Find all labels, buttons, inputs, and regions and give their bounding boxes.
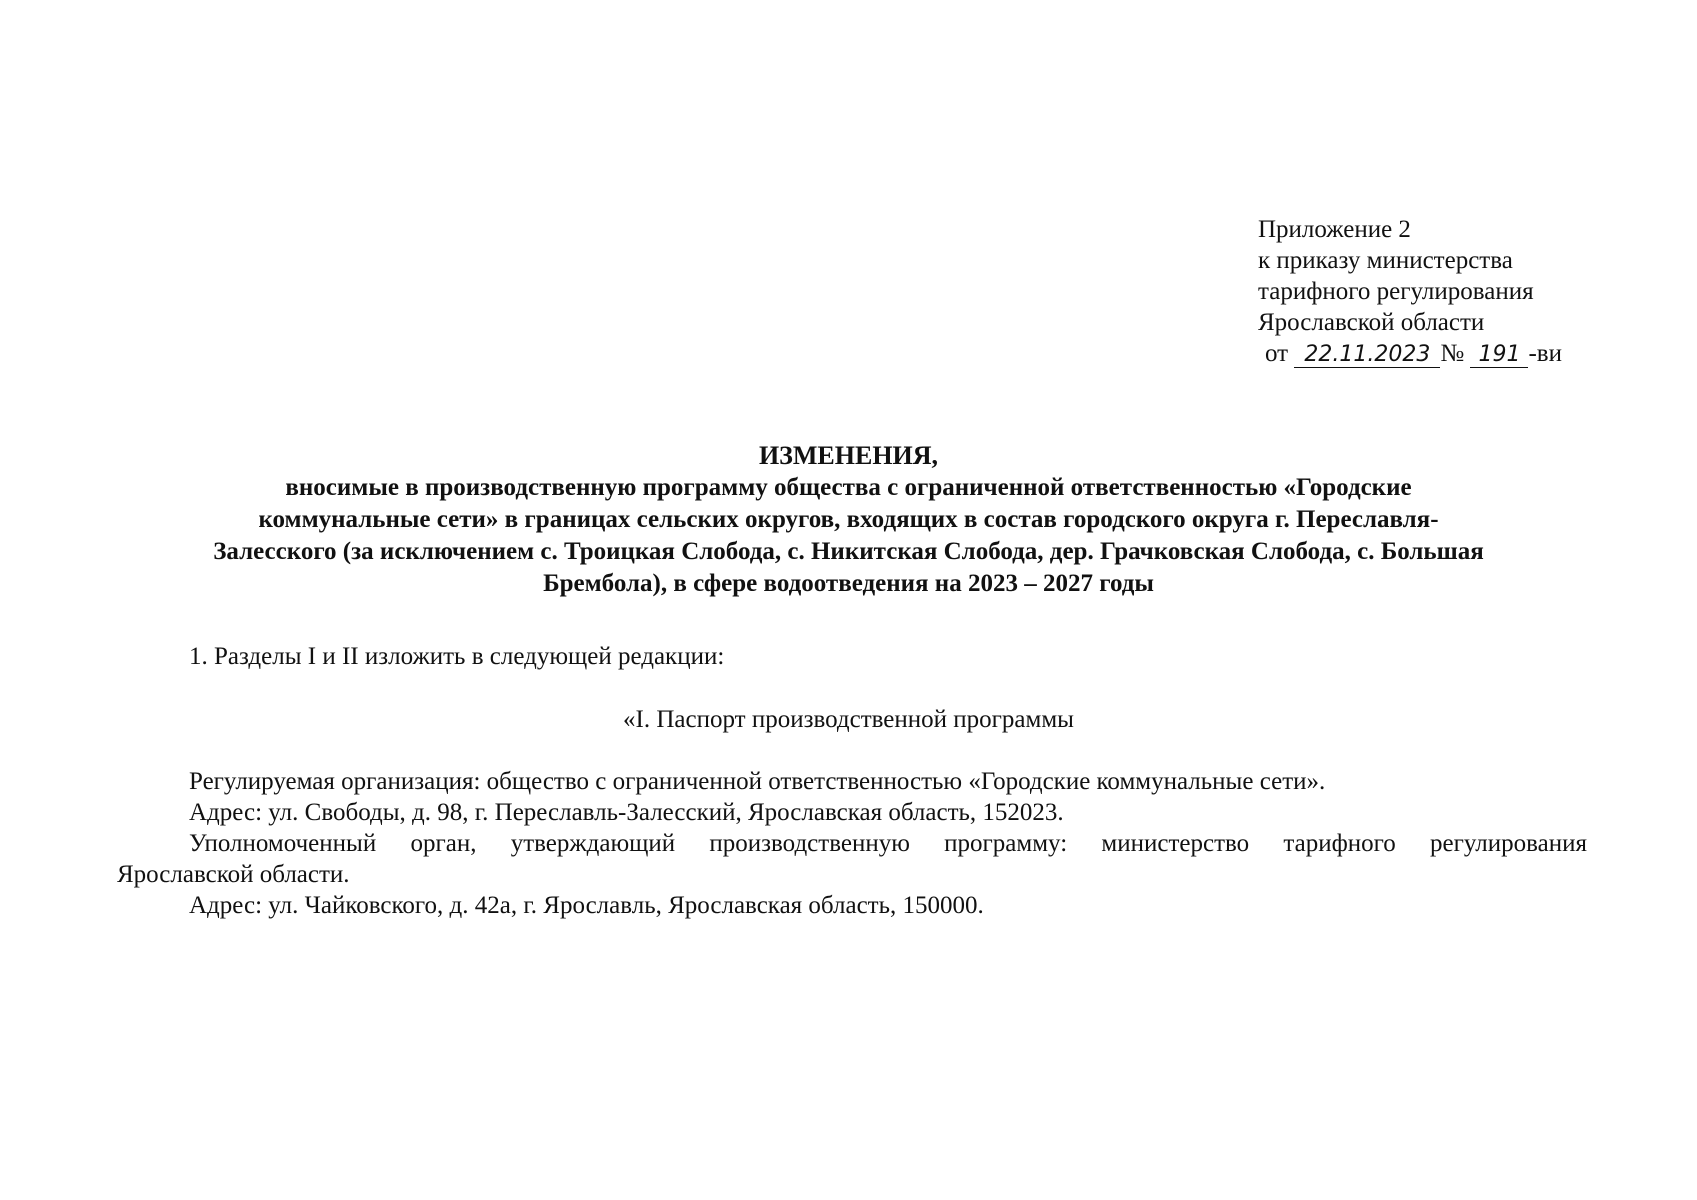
order-prefix: от bbox=[1265, 340, 1289, 367]
document-title bbox=[110, 440, 1587, 600]
order-suffix: -ви bbox=[1528, 340, 1562, 367]
authority-line-1: Уполномоченный орган, утверждающий производственную программу: министерство тарифного регулирования bbox=[189, 830, 1587, 857]
title-line-3: Залесского (за исключением с. Троицкая Слобода, с. Никитская Слобода, дер. Грачковская Слобода, с. Большая bbox=[213, 538, 1484, 565]
handwritten-date: 22.11.2023 bbox=[1294, 343, 1440, 368]
regulated-organization: Регулируемая организация: общество с ограниченной ответственностью «Городские коммунальные сети». bbox=[189, 768, 1326, 795]
item-1-text: 1. Разделы I и II изложить в следующей редакции: bbox=[189, 643, 725, 670]
authority-line-2: Ярославской области. bbox=[117, 861, 350, 888]
section-heading: «I. Паспорт производственной программы bbox=[623, 706, 1074, 733]
number-sign: № bbox=[1440, 340, 1465, 367]
appendix-line-4: Ярославской области bbox=[1258, 309, 1485, 336]
appendix-line-3: тарифного регулирования bbox=[1258, 278, 1534, 305]
passport-block bbox=[117, 766, 1587, 921]
appendix-line-2: к приказу министерства bbox=[1258, 247, 1513, 274]
order-date-number-line bbox=[1258, 338, 1562, 369]
appendix-line-1: Приложение 2 bbox=[1258, 216, 1411, 243]
title-heading: ИЗМЕНЕНИЯ, bbox=[758, 441, 939, 470]
handwritten-number: 191 bbox=[1470, 343, 1528, 368]
title-line-4: Брембола), в сфере водоотведения на 2023 – 2027 годы bbox=[543, 570, 1154, 597]
authority-address: Адрес: ул. Чайковского, д. 42а, г. Ярославль, Ярославская область, 150000. bbox=[189, 892, 984, 919]
item-1-block bbox=[117, 641, 1587, 672]
appendix-block bbox=[1258, 214, 1562, 369]
title-line-2: коммунальные сети» в границах сельских округов, входящих в состав городского округа г. Переславля- bbox=[258, 506, 1439, 533]
title-line-1: вносимые в производственную программу общества с ограниченной ответственностью «Городские bbox=[285, 474, 1412, 501]
organization-address: Адрес: ул. Свободы, д. 98, г. Переславль-Залесский, Ярославская область, 152023. bbox=[189, 799, 1064, 826]
